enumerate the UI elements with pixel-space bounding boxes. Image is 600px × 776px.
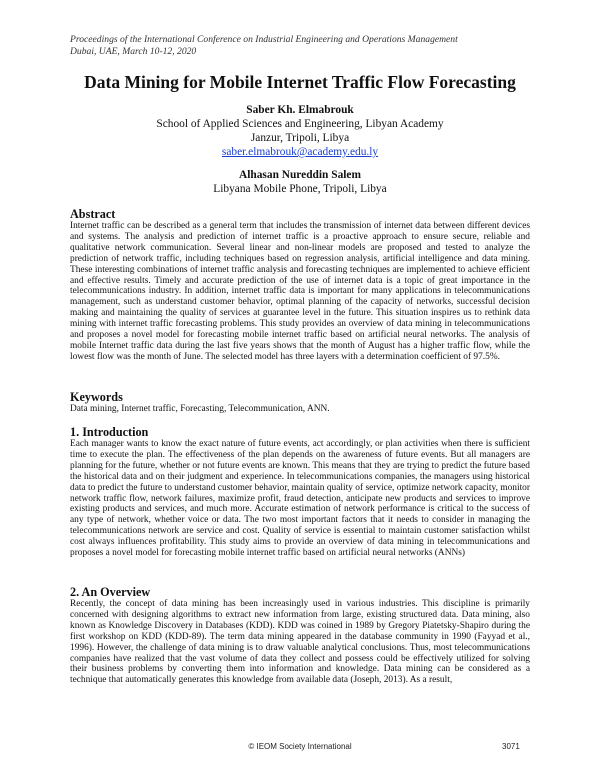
abstract-heading: Abstract [70, 207, 116, 221]
header-conference: Proceedings of the International Conference on Industrial Engineering and Operations Management [70, 34, 458, 45]
page-number: 3071 [502, 742, 520, 751]
keywords-heading: Keywords [70, 390, 123, 404]
author-name: Saber Kh. Elmabrouk [246, 104, 354, 116]
paper-title: Data Mining for Mobile Internet Traffic Flow Forecasting [84, 72, 516, 92]
abstract-text: Internet traffic can be described as a general term that includes the transmission of internet data between different devices and systems. The analysis and prediction of internet traffic is a proactive approach to ensure secure, reliable and qualitative network communication. Several linear and non-linear models are proposed and tested to analyze the prediction of network traffic, including techniques based on regression analysis, artificial intelligence and data mining. These interesting combinations of internet traffic analysis and forecasting techniques are implemented to achieve efficient and effective results. Timely and accurate prediction of the use of internet data is a topic of great importance in the telecommunications industry. In addition, internet traffic data is important for many applications in telecommunications management, such as understand customer behavior, optimal planning of the capacity of networks, successful decision making and maintaining the quality of services at guarantee level in the future. This situation inspires us to rethink data mining with internet traffic forecasting problems. This study provides an overview of data mining in telecommunications and proposes a novel model for forecasting mobile internet traffic based on artificial neural networks. The analysis of mobile Internet traffic data during the last five years shows that the month of August has a higher traffic flow, while the lowest flow was the month of June. The selected model has three layers with a determination coefficient of 97.5%. [70, 221, 530, 362]
footer-copyright: © IEOM Society International [248, 742, 352, 751]
author-block-1 [60, 103, 540, 159]
author-location: Janzur, Tripoli, Libya [250, 132, 350, 144]
overview-text: Recently, the concept of data mining has been increasingly used in various industries. This discipline is primarily concerned with designing algorithms to extract new information from large, existing structured data. Data mining, also known as Knowledge Discovery in Databases (KDD). KDD was coined in 1989 by Gregory Piatetsky-Shapiro during the first workshop on KDD (KDD-89). The term data mining appeared in the database community in 1990 (Fayyad et al., 1996). However, the challenge of data mining is to draw valuable analytical conclusions. Thus, most telecommunications companies have realized that the vast volume of data they collect and possess could be effectively utilized for solving their business problems by converting them into information and knowledge. Data mining can be considered as a technique that automatically generates this knowledge from available data (Joseph, 2013). As a result, [70, 599, 530, 686]
author-affiliation: School of Applied Sciences and Engineering, Libyan Academy [156, 118, 444, 130]
author-name: Alhasan Nureddin Salem [239, 169, 361, 181]
proceedings-header [70, 34, 540, 58]
author-email-link[interactable]: saber.elmabrouk@academy.edu.ly [221, 146, 379, 158]
author-affiliation: Libyana Mobile Phone, Tripoli, Libya [213, 183, 387, 195]
author-block-2 [60, 168, 540, 196]
header-location-date: Dubai, UAE, March 10-12, 2020 [70, 46, 197, 57]
overview-heading: 2. An Overview [70, 585, 151, 599]
introduction-heading: 1. Introduction [70, 425, 149, 439]
introduction-text: Each manager wants to know the exact nature of future events, act accordingly, or plan activities when there is sufficient time to execute the plan. The effectiveness of the plan depends on the awareness of future events. But all managers are planning for the future, whether or not future events are known. This means that they are trying to predict the future based the historical data and on their judgment and experience. In telecommunications companies, the managers using historical data to predict the future to understand customer behavior, maintain quality of service, optimize network capacity, monitor network traffic flow, network failures, maximize profit, fraud detection, anticipate new products and services to improve existing products and services, and much more. Accurate estimation of network performance is critical to the success of any type of network, whether voice or data. The two most important factors that it needs to consider in managing the telecommunications network are service and cost. Quality of service is essential to maintain customer satisfaction whilst cost always influences profitability. This study aims to provide an overview of data mining in telecommunications and proposes a novel model for forecasting mobile internet traffic based on artificial neural networks (ANNs) [70, 439, 530, 559]
keywords-text: Data mining, Internet traffic, Forecasting, Telecommunication, ANN. [70, 404, 330, 414]
